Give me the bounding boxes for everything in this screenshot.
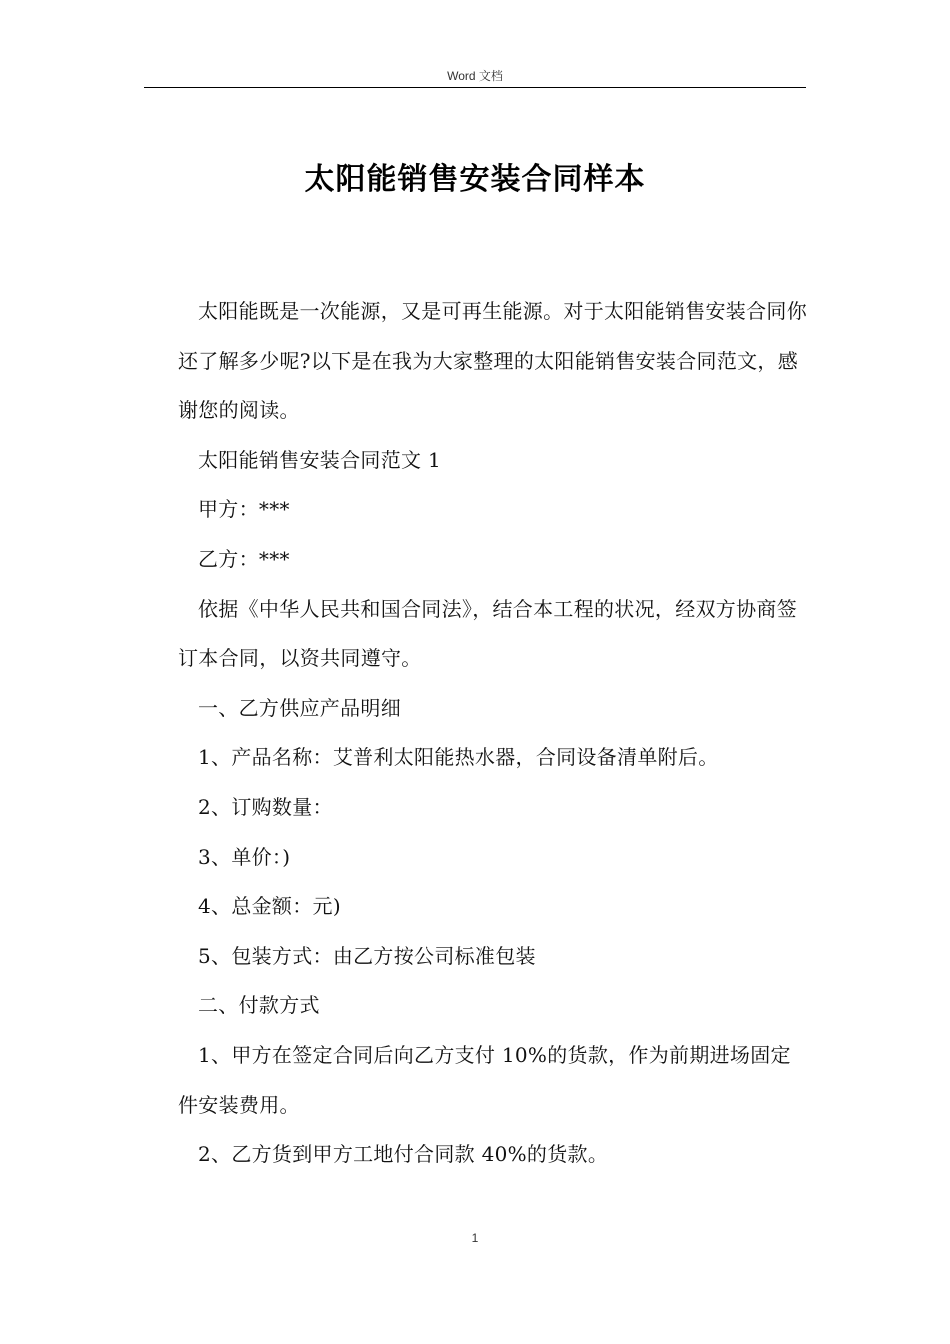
product-name-item: 1、产品名称：艾普利太阳能热水器，合同设备清单附后。	[198, 745, 719, 770]
page-header: Word 文档	[447, 69, 503, 83]
intro-paragraph: 太阳能既是一次能源，又是可再生能源。对于太阳能销售安装合同你还了解多少呢?以下是在我为大家整理的太阳能销售安装合同范文，感谢您的阅读。	[178, 299, 807, 423]
packaging-item: 5、包装方式：由乙方按公司标准包装	[198, 943, 536, 968]
header-divider	[144, 87, 806, 88]
payment-item-2: 2、乙方货到甲方工地付合同款 40%的货款。	[198, 1142, 609, 1167]
basis-paragraph: 依据《中华人民共和国合同法》，结合本工程的状况，经双方协商签订本合同，以资共同遵守。	[178, 596, 797, 671]
party-b: 乙方：***	[198, 546, 290, 571]
section-heading-products: 一、乙方供应产品明细	[198, 695, 401, 720]
contract-heading: 太阳能销售安装合同范文 1	[198, 447, 441, 472]
party-a: 甲方：***	[198, 497, 290, 522]
payment-item-1: 1、甲方在签定合同后向乙方支付 10%的货款，作为前期进场固定件安装费用。	[178, 1042, 791, 1117]
order-quantity-item: 2、订购数量：	[198, 794, 333, 819]
section-heading-payment: 二、付款方式	[198, 993, 320, 1018]
page-number: 1	[471, 1231, 479, 1245]
document-title: 太阳能销售安装合同样本	[304, 162, 646, 197]
total-amount-item: 4、总金额：元)	[198, 894, 341, 919]
document-body	[178, 287, 808, 1180]
unit-price-item: 3、单价：)	[198, 844, 291, 869]
